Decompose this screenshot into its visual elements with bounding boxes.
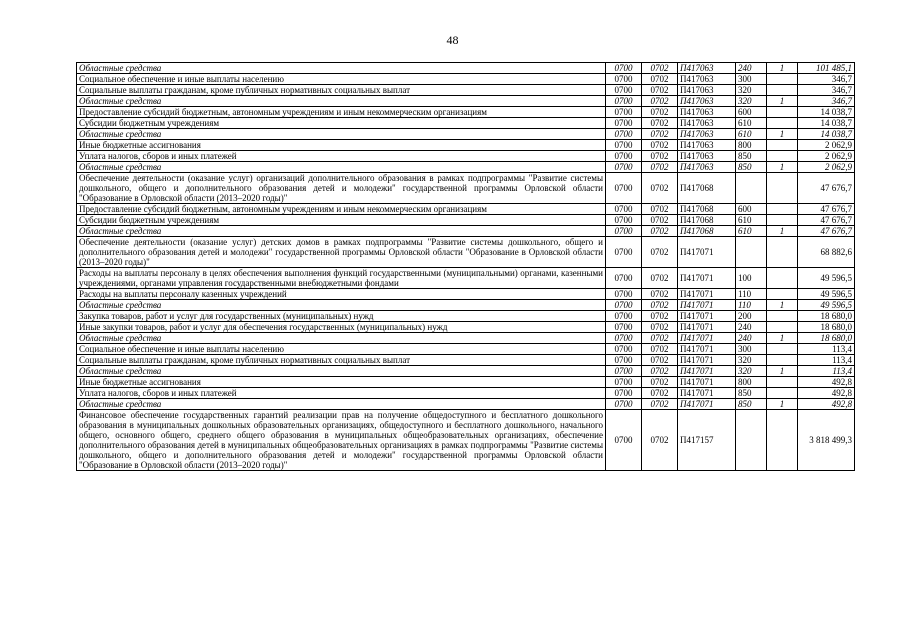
section-code: 0700 — [606, 300, 642, 311]
section-code: 0700 — [606, 162, 642, 173]
amount: 113,4 — [798, 366, 855, 377]
section-code: 0700 — [606, 311, 642, 322]
subsection-code: 0702 — [642, 344, 678, 355]
funding-source-code — [767, 410, 798, 471]
table-row — [77, 237, 855, 268]
row-name: Областные средства — [77, 162, 606, 173]
expense-type-code: 320 — [736, 355, 767, 366]
amount: 68 882,6 — [798, 237, 855, 268]
target-article-code: П417068 — [678, 204, 736, 215]
table-row — [77, 333, 855, 344]
amount: 113,4 — [798, 355, 855, 366]
table-row — [77, 204, 855, 215]
funding-source-code — [767, 107, 798, 118]
row-name: Расходы на выплаты персоналу в целях обеспечения выполнения функций государственными (муниципальными) органами, казенными учреждениями, органами управления государственными внебюджетными фондами — [77, 268, 606, 289]
target-article-code: П417063 — [678, 129, 736, 140]
expense-type-code: 610 — [736, 226, 767, 237]
subsection-code: 0702 — [642, 333, 678, 344]
expense-type-code: 200 — [736, 311, 767, 322]
amount: 492,8 — [798, 377, 855, 388]
funding-source-code — [767, 118, 798, 129]
target-article-code: П417063 — [678, 151, 736, 162]
funding-source-code — [767, 74, 798, 85]
amount: 101 485,1 — [798, 63, 855, 74]
subsection-code: 0702 — [642, 204, 678, 215]
target-article-code: П417068 — [678, 226, 736, 237]
section-code: 0700 — [606, 96, 642, 107]
expense-type-code: 610 — [736, 129, 767, 140]
expense-type-code: 800 — [736, 140, 767, 151]
expense-type-code: 110 — [736, 289, 767, 300]
target-article-code: П417071 — [678, 333, 736, 344]
section-code: 0700 — [606, 355, 642, 366]
target-article-code: П417071 — [678, 388, 736, 399]
section-code: 0700 — [606, 204, 642, 215]
funding-source-code: 1 — [767, 399, 798, 410]
table-row — [77, 162, 855, 173]
subsection-code: 0702 — [642, 63, 678, 74]
table-row — [77, 173, 855, 204]
subsection-code: 0702 — [642, 388, 678, 399]
section-code: 0700 — [606, 118, 642, 129]
target-article-code: П417063 — [678, 140, 736, 151]
subsection-code: 0702 — [642, 366, 678, 377]
row-name: Субсидии бюджетным учреждениям — [77, 215, 606, 226]
row-name: Иные бюджетные ассигнования — [77, 377, 606, 388]
row-name: Финансовое обеспечение государственных гарантий реализации прав на получение общедоступного и бесплатного дошкольного образования в муниципальных дошкольных образовательных организациях, общедоступного и бесплатного дошкольного, начального общего, основного общего, среднего общего образования в муниципальных общеобразовательных организациях, обеспечение дополнительного образования детей в муниципальных общеобразовательных организациях в рамках подпрограммы "Развитие системы дошкольного, общего и дополнительного образования детей и молодежи" государственной программы Орловской области "Образование в Орловской области (2013–2020 годы)" — [77, 410, 606, 471]
expense-type-code: 240 — [736, 333, 767, 344]
subsection-code: 0702 — [642, 399, 678, 410]
table-row — [77, 151, 855, 162]
section-code: 0700 — [606, 268, 642, 289]
amount: 2 062,9 — [798, 151, 855, 162]
funding-source-code: 1 — [767, 96, 798, 107]
table-row — [77, 226, 855, 237]
amount: 49 596,5 — [798, 300, 855, 311]
section-code: 0700 — [606, 151, 642, 162]
funding-source-code: 1 — [767, 129, 798, 140]
table-row — [77, 377, 855, 388]
funding-source-code — [767, 204, 798, 215]
funding-source-code: 1 — [767, 366, 798, 377]
section-code: 0700 — [606, 140, 642, 151]
expense-type-code: 800 — [736, 377, 767, 388]
section-code: 0700 — [606, 129, 642, 140]
row-name: Областные средства — [77, 129, 606, 140]
expense-type-code: 110 — [736, 300, 767, 311]
row-name: Областные средства — [77, 333, 606, 344]
funding-source-code — [767, 344, 798, 355]
target-article-code: П417071 — [678, 268, 736, 289]
funding-source-code: 1 — [767, 333, 798, 344]
table-row — [77, 388, 855, 399]
target-article-code: П417071 — [678, 344, 736, 355]
amount: 2 062,9 — [798, 162, 855, 173]
table-row — [77, 215, 855, 226]
subsection-code: 0702 — [642, 85, 678, 96]
table-row — [77, 129, 855, 140]
table-row — [77, 63, 855, 74]
target-article-code: П417063 — [678, 63, 736, 74]
subsection-code: 0702 — [642, 118, 678, 129]
subsection-code: 0702 — [642, 300, 678, 311]
expense-type-code: 320 — [736, 85, 767, 96]
section-code: 0700 — [606, 107, 642, 118]
budget-table — [76, 62, 855, 471]
row-name: Субсидии бюджетным учреждениям — [77, 118, 606, 129]
target-article-code: П417071 — [678, 377, 736, 388]
expense-type-code: 850 — [736, 388, 767, 399]
target-article-code: П417071 — [678, 355, 736, 366]
funding-source-code — [767, 237, 798, 268]
funding-source-code — [767, 151, 798, 162]
amount: 14 038,7 — [798, 107, 855, 118]
subsection-code: 0702 — [642, 215, 678, 226]
table-row — [77, 289, 855, 300]
target-article-code: П417071 — [678, 399, 736, 410]
expense-type-code: 600 — [736, 204, 767, 215]
funding-source-code — [767, 85, 798, 96]
table-row — [77, 118, 855, 129]
subsection-code: 0702 — [642, 96, 678, 107]
expense-type-code: 610 — [736, 118, 767, 129]
amount: 113,4 — [798, 344, 855, 355]
subsection-code: 0702 — [642, 162, 678, 173]
table-row — [77, 322, 855, 333]
table-row — [77, 300, 855, 311]
subsection-code: 0702 — [642, 410, 678, 471]
table-row — [77, 96, 855, 107]
table-body — [77, 63, 855, 471]
target-article-code: П417071 — [678, 300, 736, 311]
amount: 18 680,0 — [798, 333, 855, 344]
section-code: 0700 — [606, 74, 642, 85]
table-row — [77, 85, 855, 96]
target-article-code: П417071 — [678, 289, 736, 300]
funding-source-code — [767, 355, 798, 366]
expense-type-code: 320 — [736, 96, 767, 107]
expense-type-code — [736, 410, 767, 471]
subsection-code: 0702 — [642, 289, 678, 300]
funding-source-code — [767, 311, 798, 322]
target-article-code: П417063 — [678, 85, 736, 96]
section-code: 0700 — [606, 377, 642, 388]
amount: 14 038,7 — [798, 118, 855, 129]
row-name: Иные бюджетные ассигнования — [77, 140, 606, 151]
amount: 18 680,0 — [798, 311, 855, 322]
expense-type-code: 850 — [736, 162, 767, 173]
row-name: Социальное обеспечение и иные выплаты населению — [77, 344, 606, 355]
funding-source-code — [767, 173, 798, 204]
section-code: 0700 — [606, 388, 642, 399]
amount: 47 676,7 — [798, 226, 855, 237]
target-article-code: П417071 — [678, 322, 736, 333]
funding-source-code — [767, 289, 798, 300]
funding-source-code: 1 — [767, 300, 798, 311]
page-number: 48 — [446, 33, 459, 47]
expense-type-code — [736, 173, 767, 204]
table-row — [77, 74, 855, 85]
funding-source-code — [767, 140, 798, 151]
expense-type-code: 850 — [736, 151, 767, 162]
target-article-code: П417071 — [678, 366, 736, 377]
row-name: Предоставление субсидий бюджетным, автономным учреждениям и иным некоммерческим организациям — [77, 107, 606, 118]
amount: 3 818 499,3 — [798, 410, 855, 471]
section-code: 0700 — [606, 85, 642, 96]
table-row — [77, 140, 855, 151]
table-row — [77, 311, 855, 322]
table-row — [77, 355, 855, 366]
amount: 49 596,5 — [798, 289, 855, 300]
subsection-code: 0702 — [642, 322, 678, 333]
subsection-code: 0702 — [642, 377, 678, 388]
subsection-code: 0702 — [642, 355, 678, 366]
subsection-code: 0702 — [642, 140, 678, 151]
amount: 14 038,7 — [798, 129, 855, 140]
target-article-code: П417068 — [678, 215, 736, 226]
section-code: 0700 — [606, 366, 642, 377]
row-name: Иные закупки товаров, работ и услуг для обеспечения государственных (муниципальных) нужд — [77, 322, 606, 333]
amount: 492,8 — [798, 399, 855, 410]
row-name: Обеспечение деятельности (оказание услуг) организаций дополнительного образования в рамках подпрограммы "Развитие системы дошкольного, общего и дополнительного образования детей и молодежи" государственной программы Орловской области "Образование в Орловской области (2013–2020 годы)" — [77, 173, 606, 204]
table-row — [77, 268, 855, 289]
row-name: Областные средства — [77, 300, 606, 311]
expense-type-code: 300 — [736, 344, 767, 355]
subsection-code: 0702 — [642, 107, 678, 118]
section-code: 0700 — [606, 173, 642, 204]
funding-source-code — [767, 377, 798, 388]
target-article-code: П417068 — [678, 173, 736, 204]
amount: 18 680,0 — [798, 322, 855, 333]
row-name: Уплата налогов, сборов и иных платежей — [77, 151, 606, 162]
expense-type-code: 300 — [736, 74, 767, 85]
section-code: 0700 — [606, 289, 642, 300]
funding-source-code — [767, 388, 798, 399]
subsection-code: 0702 — [642, 173, 678, 204]
target-article-code: П417063 — [678, 107, 736, 118]
funding-source-code: 1 — [767, 63, 798, 74]
row-name: Областные средства — [77, 226, 606, 237]
expense-type-code: 240 — [736, 63, 767, 74]
expense-type-code — [736, 237, 767, 268]
row-name: Социальные выплаты гражданам, кроме публичных нормативных социальных выплат — [77, 85, 606, 96]
table-row — [77, 107, 855, 118]
amount: 346,7 — [798, 96, 855, 107]
row-name: Социальное обеспечение и иные выплаты населению — [77, 74, 606, 85]
section-code: 0700 — [606, 399, 642, 410]
section-code: 0700 — [606, 63, 642, 74]
row-name: Областные средства — [77, 366, 606, 377]
row-name: Областные средства — [77, 63, 606, 74]
row-name: Социальные выплаты гражданам, кроме публичных нормативных социальных выплат — [77, 355, 606, 366]
table-row — [77, 399, 855, 410]
expense-type-code: 610 — [736, 215, 767, 226]
amount: 47 676,7 — [798, 173, 855, 204]
row-name: Закупка товаров, работ и услуг для государственных (муниципальных) нужд — [77, 311, 606, 322]
section-code: 0700 — [606, 226, 642, 237]
row-name: Областные средства — [77, 399, 606, 410]
amount: 49 596,5 — [798, 268, 855, 289]
target-article-code: П417063 — [678, 96, 736, 107]
table-row — [77, 344, 855, 355]
expense-type-code: 100 — [736, 268, 767, 289]
section-code: 0700 — [606, 215, 642, 226]
target-article-code: П417063 — [678, 118, 736, 129]
target-article-code: П417071 — [678, 311, 736, 322]
amount: 47 676,7 — [798, 215, 855, 226]
expense-type-code: 320 — [736, 366, 767, 377]
target-article-code: П417157 — [678, 410, 736, 471]
table-row — [77, 410, 855, 471]
row-name: Обеспечение деятельности (оказание услуг) детских домов в рамках подпрограммы "Развитие системы дошкольного, общего и дополнительного образования детей и молодежи" государственной программы Орловской области "Образование в Орловской области (2013–2020 годы)" — [77, 237, 606, 268]
amount: 2 062,9 — [798, 140, 855, 151]
amount: 47 676,7 — [798, 204, 855, 215]
subsection-code: 0702 — [642, 268, 678, 289]
target-article-code: П417063 — [678, 74, 736, 85]
subsection-code: 0702 — [642, 74, 678, 85]
section-code: 0700 — [606, 333, 642, 344]
expense-type-code: 240 — [736, 322, 767, 333]
amount: 492,8 — [798, 388, 855, 399]
target-article-code: П417071 — [678, 237, 736, 268]
expense-type-code: 600 — [736, 107, 767, 118]
row-name: Предоставление субсидий бюджетным, автономным учреждениям и иным некоммерческим организациям — [77, 204, 606, 215]
section-code: 0700 — [606, 410, 642, 471]
row-name: Уплата налогов, сборов и иных платежей — [77, 388, 606, 399]
funding-source-code: 1 — [767, 226, 798, 237]
section-code: 0700 — [606, 344, 642, 355]
table-row — [77, 366, 855, 377]
target-article-code: П417063 — [678, 162, 736, 173]
subsection-code: 0702 — [642, 237, 678, 268]
row-name: Областные средства — [77, 96, 606, 107]
section-code: 0700 — [606, 322, 642, 333]
row-name: Расходы на выплаты персоналу казенных учреждений — [77, 289, 606, 300]
subsection-code: 0702 — [642, 311, 678, 322]
subsection-code: 0702 — [642, 151, 678, 162]
amount: 346,7 — [798, 85, 855, 96]
subsection-code: 0702 — [642, 226, 678, 237]
amount: 346,7 — [798, 74, 855, 85]
funding-source-code: 1 — [767, 162, 798, 173]
expense-type-code: 850 — [736, 399, 767, 410]
funding-source-code — [767, 215, 798, 226]
section-code: 0700 — [606, 237, 642, 268]
subsection-code: 0702 — [642, 129, 678, 140]
funding-source-code — [767, 322, 798, 333]
funding-source-code — [767, 268, 798, 289]
